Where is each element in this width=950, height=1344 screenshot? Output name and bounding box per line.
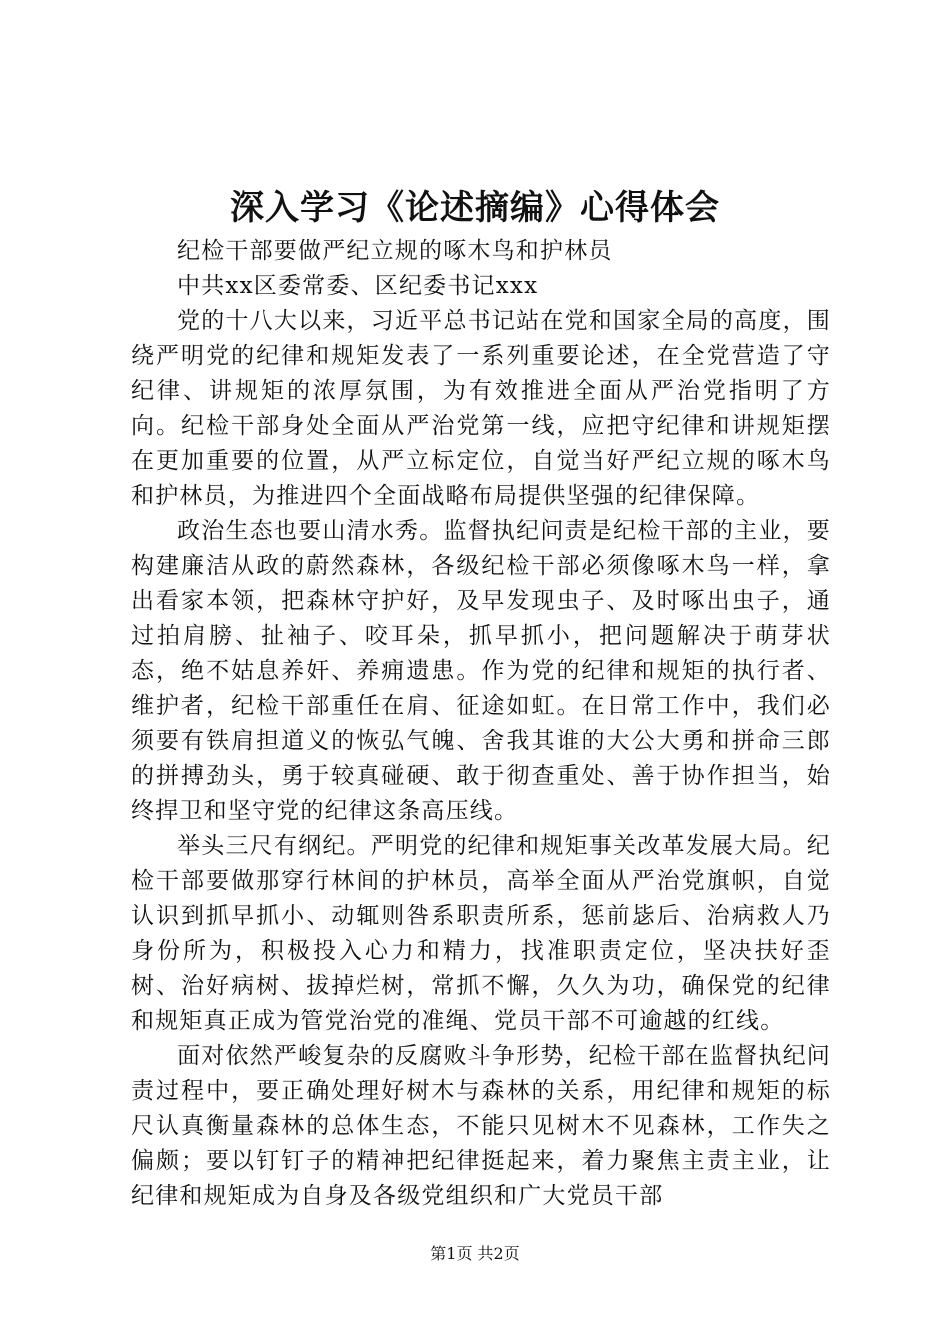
document-title: 深入学习《论述摘编》心得体会 <box>230 188 720 228</box>
body-paragraph: 政治生态也要山清水秀。监督执纪问责是纪检干部的主业，要构建廉洁从政的蔚然森林，各级纪检干部必须像啄木鸟一样，拿出看家本领，把森林守护好，及早发现虫子、及时啄出虫子，通过拍肩膀、扯袖子、咬耳朵，抓早抓小，把问题解决于萌芽状态，绝不姑息养奸、养痈遗患。作为党的纪律和规矩的执行者、维护者，纪检干部重任在肩、征途如虹。在日常工作中，我们必须要有铁肩担道义的恢弘气魄、舍我其谁的大公大勇和拼命三郎的拼搏劲头，勇于较真碰硬、敢于彻查重处、善于协作担当，始终捍卫和坚守党的纪律这条高压线。 <box>131 518 831 824</box>
author-line: 中共xx区委常委、区纪委书记xxx <box>177 273 539 299</box>
subtitle: 纪检干部要做严纪立规的啄木鸟和护林员 <box>177 238 613 264</box>
body-paragraph: 举头三尺有纲纪。严明党的纪律和规矩事关改革发展大局。纪检干部要做那穿行林间的护林员，高举全面从严治党旗帜，自觉认识到抓早抓小、动辄则咎系职责所系，惩前毖后、治病救人乃身份所为，积极投入心力和精力，找准职责定位，坚决扶好歪树、治好病树、拔掉烂树，常抓不懈，久久为功，确保党的纪律和规矩真正成为管党治党的准绳、党员干部不可逾越的红线。 <box>131 833 831 1034</box>
page-footer: 第1页 共2页 <box>430 1244 520 1263</box>
document-body <box>131 234 831 1214</box>
body-paragraph: 党的十八大以来，习近平总书记站在党和国家全局的高度，围绕严明党的纪律和规矩发表了一系列重要论述，在全党营造了守纪律、讲规矩的浓厚氛围，为有效推进全面从严治党指明了方向。纪检干部身处全面从严治党第一线，应把守纪律和讲规矩摆在更加重要的位置，从严立标定位，自觉当好严纪立规的啄木鸟和护林员，为推进四个全面战略布局提供坚强的纪律保障。 <box>131 308 831 509</box>
body-paragraph: 面对依然严峻复杂的反腐败斗争形势，纪检干部在监督执纪问责过程中，要正确处理好树木与森林的关系，用纪律和规矩的标尺认真衡量森林的总体生态，不能只见树木不见森林，工作失之偏颇；要以钉钉子的精神把纪律挺起来，着力聚焦主责主业，让纪律和规矩成为自身及各级党组织和广大党员干部 <box>131 1043 831 1209</box>
